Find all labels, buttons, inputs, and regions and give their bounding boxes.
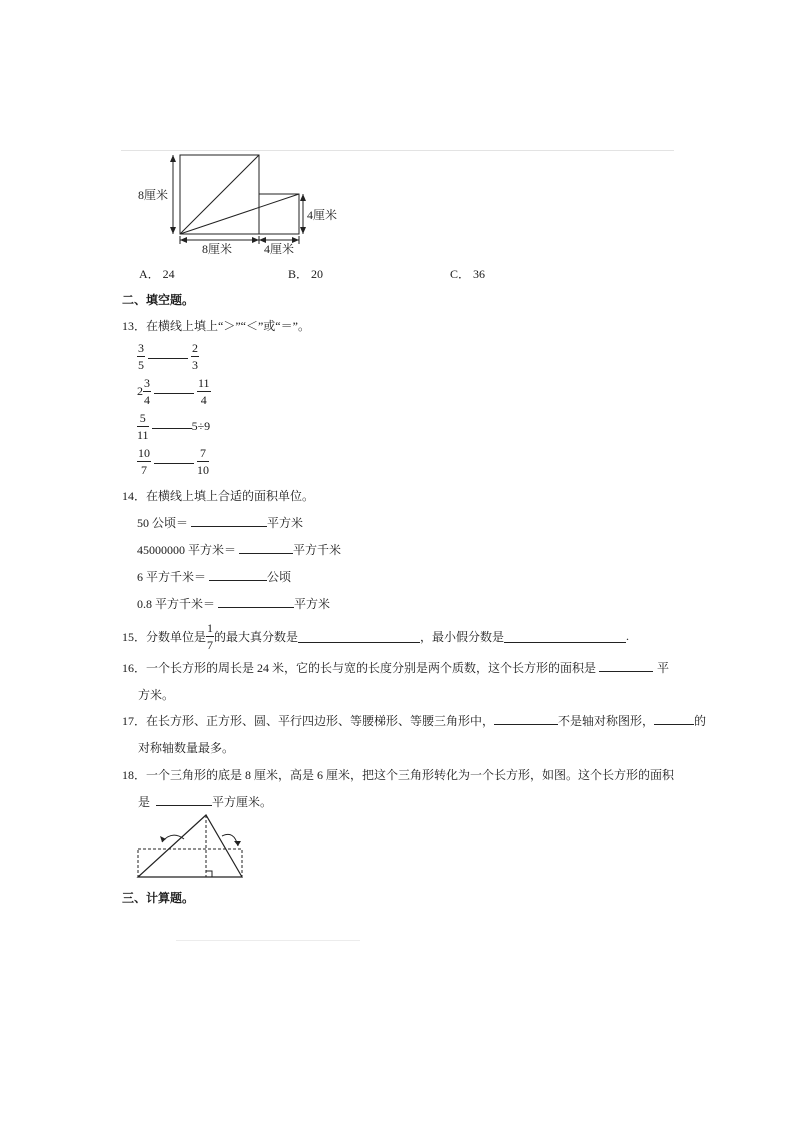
q13-row-2: 2 $\frac{3}{4}$ $\frac{11}{4}$ [137,376,210,407]
q13-stem: 13．在横线上填上“＞”“＜”或“＝”。 [122,319,310,333]
q17-line-1: 17．在长方形、正方形、圆、平行四边形、等腰梯形、等腰三角形中， 不是轴对称图形， 的 [122,714,707,728]
rotate-arrow-right [222,834,238,846]
fraction: $\frac{10}{7}$ [138,446,150,477]
q14-stem: 14．在横线上填上合适的面积单位。 [122,489,315,503]
q16-line-1: 16．一个长方形的周长是 24 米，它的长与宽的长度分别是两个质数，这个长方形的面积是 平 [122,661,670,675]
q18-line-2: 是 平方厘米。 [138,795,273,809]
fraction: $\frac{11}{4}$ [198,376,210,407]
diagonal-long [180,194,299,234]
q13-row-3: $\frac{5}{11}$ 5÷9 [137,411,211,442]
answer-blank[interactable] [654,713,694,725]
q13-row-1 [137,342,199,371]
label-right: 4厘米 [307,208,338,222]
fraction: $\frac{2}{3}$ [192,341,198,372]
section-title-calculation: 三、计算题。 [122,891,195,905]
q14-row-3: 6 平方千米＝ 公顷 [137,570,292,584]
q15: 15．分数单位是 $\frac{1}{7}$ 的最大真分数是 ，最小假分数是 . [122,621,630,652]
answer-blank[interactable] [599,660,653,672]
q18-line-1: 18．一个三角形的底是 8 厘米，高是 6 厘米，把这个三角形转化为一个长方形，如图。这个长方形的面积 [122,768,675,782]
answer-blank[interactable] [156,794,212,806]
label-left: 8厘米 [138,188,169,202]
bottom-divider [176,940,360,941]
answer-blank[interactable] [191,515,267,527]
q12-figure [136,152,346,257]
q17-line-2: 对称轴数量最多。 [138,741,235,755]
option-b[interactable]: B． 20 [288,267,324,281]
answer-blank[interactable] [148,347,188,359]
answer-blank[interactable] [154,382,194,394]
section-title-fill-blank: 二、填空题。 [122,293,195,307]
q14-row-4: 0.8 平方千米＝ 平方米 [137,597,331,611]
answer-blank[interactable] [218,596,294,608]
fraction: $\frac{7}{10}$ [197,446,209,477]
answer-blank[interactable] [239,542,293,554]
answer-blank[interactable] [154,452,194,464]
option-c[interactable]: C． 36 [450,267,486,281]
small-square [259,194,299,234]
fraction: $\frac{3}{5}$ [138,341,144,372]
q14-row-2: 45000000 平方米＝ 平方千米 [137,543,342,557]
fraction: $\frac{3}{4}$ [144,376,150,407]
fraction: $\frac{1}{7}$ [207,621,214,652]
triangle [138,815,242,877]
answer-blank[interactable] [504,631,626,643]
answer-blank[interactable] [152,417,192,429]
diagonal-big [180,155,259,234]
q14-row-1: 50 公顷＝ 平方米 [137,516,304,530]
top-divider [121,150,674,151]
label-bottom-right: 4厘米 [264,242,295,256]
answer-blank[interactable] [494,713,558,725]
fraction: $\frac{5}{11}$ [137,411,149,442]
answer-blank[interactable] [209,569,267,581]
q18-figure [134,812,252,882]
option-a[interactable]: A． 24 [139,267,175,281]
label-bottom-left: 8厘米 [202,242,233,256]
q13-row-4 [137,447,209,476]
answer-blank[interactable] [298,631,420,643]
q16-line-2: 方米。 [138,688,175,702]
